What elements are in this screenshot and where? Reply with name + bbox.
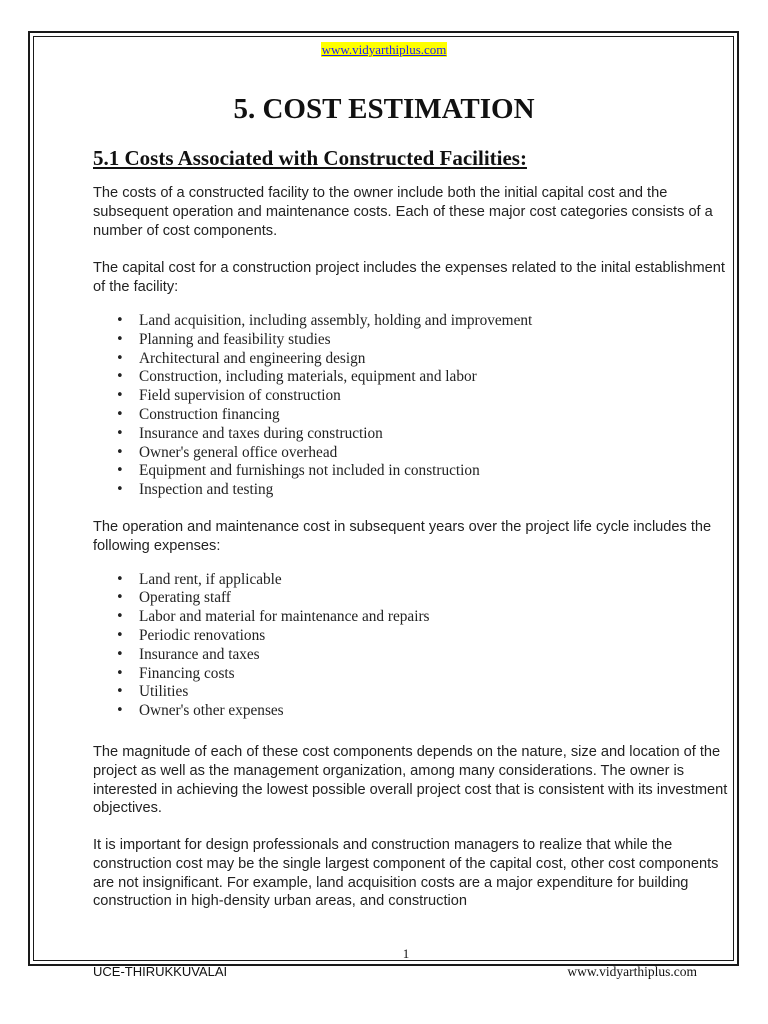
list-item <box>93 665 733 684</box>
header-website-text[interactable]: www.vidyarthiplus.com <box>321 42 447 57</box>
list-item-text: Labor and material for maintenance and repairs <box>139 608 430 626</box>
footer-website[interactable]: www.vidyarthiplus.com <box>567 964 697 979</box>
list-item <box>93 571 733 590</box>
list-item <box>93 646 733 665</box>
list-item-text: Land acquisition, including assembly, holding and improvement <box>139 311 533 329</box>
list-item-text: Land rent, if applicable <box>139 570 282 588</box>
list-item-text: Financing costs <box>139 664 235 682</box>
list-item <box>93 406 733 425</box>
list-item-text: Owner's general office overhead <box>139 443 338 461</box>
bullet-icon: • <box>116 646 124 662</box>
bullet-icon: • <box>116 444 124 460</box>
list-item <box>93 350 733 369</box>
section-heading: 5.1 Costs Associated with Constructed Facilities: <box>93 146 527 170</box>
list-item-text: Equipment and furnishings not included in construction <box>139 462 480 480</box>
bullet-icon: • <box>116 665 124 681</box>
bullet-icon: • <box>116 463 124 479</box>
list-item <box>93 425 733 444</box>
bullet-icon: • <box>116 312 124 328</box>
page-title: 5. COST ESTIMATION <box>233 93 535 125</box>
paragraph-intro: The costs of a constructed facility to the owner include both the initial capital cost and the subsequent operation and maintenance costs. Each of these major cost categories consists of a number of cost components. <box>93 185 713 239</box>
bullet-icon: • <box>116 369 124 385</box>
bullet-icon: • <box>116 627 124 643</box>
list-item <box>93 702 733 721</box>
om-cost-list <box>93 571 733 721</box>
list-item <box>93 683 733 702</box>
list-item <box>93 312 733 331</box>
bullet-icon: • <box>116 482 124 498</box>
bullet-icon: • <box>116 703 124 719</box>
list-item-text: Inspection and testing <box>139 481 274 499</box>
paragraph-capital-cost: The capital cost for a construction project includes the expenses related to the inital establishment of the facility: <box>93 260 725 296</box>
list-item <box>93 387 733 406</box>
paragraph-om-cost: The operation and maintenance cost in subsequent years over the project life cycle includes the following expenses: <box>93 518 712 554</box>
list-item <box>93 627 733 646</box>
list-item-text: Owner's other expenses <box>139 702 284 720</box>
capital-cost-list <box>93 312 733 500</box>
bullet-icon: • <box>116 350 124 366</box>
list-item-text: Architectural and engineering design <box>139 349 366 367</box>
list-item-text: Operating staff <box>139 589 231 607</box>
list-item <box>93 589 733 608</box>
paragraph-magnitude: The magnitude of each of these cost components depends on the nature, size and location of the project as well as the management organization, among many considerations. The owner is interested in achieving the lowest possible overall project cost that is consistent with its investment objectives. <box>93 744 728 817</box>
list-item-text: Field supervision of construction <box>139 387 341 405</box>
list-item <box>93 481 733 500</box>
header-website-link[interactable] <box>0 42 768 58</box>
list-item <box>93 444 733 463</box>
bullet-icon: • <box>116 406 124 422</box>
list-item-text: Insurance and taxes during construction <box>139 424 383 442</box>
list-item-text: Planning and feasibility studies <box>139 330 331 348</box>
list-item-text: Utilities <box>139 683 189 701</box>
list-item <box>93 608 733 627</box>
bullet-icon: • <box>116 684 124 700</box>
document-body <box>93 184 733 721</box>
list-item <box>93 368 733 387</box>
list-item-text: Construction financing <box>139 405 280 423</box>
bullet-icon: • <box>116 590 124 606</box>
bullet-icon: • <box>116 331 124 347</box>
bullet-icon: • <box>116 388 124 404</box>
list-item <box>93 331 733 350</box>
paragraph-importance: It is important for design professionals and construction managers to realize that while the construction cost may be the single largest component of the capital cost, other cost components are not insignificant. For example, land acquisition costs are a major expenditure for building construction in high-density urban areas, and construction <box>93 837 719 910</box>
page-number: 1 <box>402 946 410 961</box>
list-item-text: Construction, including materials, equipment and labor <box>139 368 477 386</box>
bullet-icon: • <box>116 571 124 587</box>
list-item-text: Periodic renovations <box>139 626 266 644</box>
list-item-text: Insurance and taxes <box>139 645 260 663</box>
footer-institution: UCE-THIRUKKUVALAI <box>93 964 228 979</box>
list-item <box>93 462 733 481</box>
bullet-icon: • <box>116 609 124 625</box>
bullet-icon: • <box>116 425 124 441</box>
